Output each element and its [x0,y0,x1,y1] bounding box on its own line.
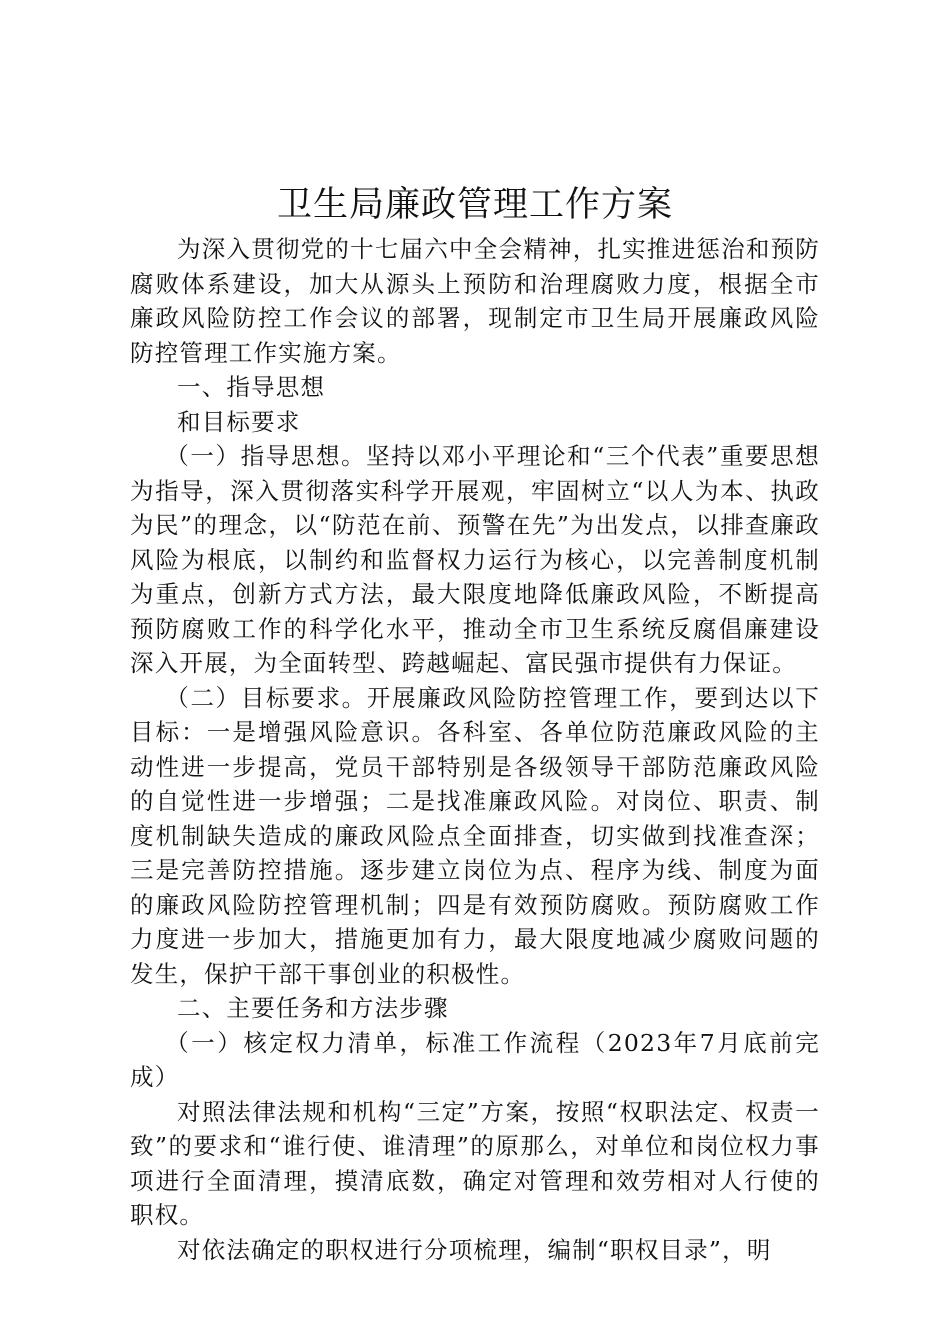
paragraph-intro: 为深入贯彻党的十七届六中全会精神，扎实推进惩治和预防腐败体系建设，加大从源头上预防和治理腐败力度，根据全市廉政风险防控工作会议的部署，现制定市卫生局开展廉政风险防控管理工作实施方案。 [130,235,820,367]
document-title: 卫生局廉政管理工作方案 [276,185,673,225]
document-body [130,232,820,1267]
paragraph-power-catalog: 对依法确定的职权进行分项梳理，编制“职权目录”，明 [177,1235,772,1264]
paragraph-goal-requirements: （二）目标要求。开展廉政风险防控管理工作，要到达以下目标：一是增强风险意识。各科室、各单位防范廉政风险的主动性进一步提高，党员干部特别是各级领导干部防范廉政风险的自觉性进一步增强；二是找准廉政风险。对岗位、职责、制度机制缺失造成的廉政风险点全面排查，切实做到找准查深；三是完善防控措施。逐步建立岗位为点、程序为线、制度为面的廉政风险防控管理机制；四是有效预防腐败。预防腐败工作力度进一步加大，措施更加有力，最大限度地减少腐败问题的发生，保护干部干事创业的积极性。 [130,683,820,988]
subheading-power-list: （一）核定权力清单，标准工作流程（2023年7月底前完成） [130,1028,820,1091]
paragraph-guiding-thought: （一）指导思想。坚持以邓小平理论和“三个代表”重要思想为指导，深入贯彻落实科学开展观，牢固树立“以人为本、执政为民”的理念，以“防范在前、预警在先”为出发点，以排查廉政风险为根底，以制约和监督权力运行为核心，以完善制度机制为重点，创新方式方法，最大限度地降低廉政风险，不断提高预防腐败工作的科学化水平，推动全市卫生系统反腐倡廉建设深入开展，为全面转型、跨越崛起、富民强市提供有力保证。 [130,442,820,677]
heading-goal-requirements: 和目标要求 [177,407,301,436]
heading-guiding-thought: 一、指导思想 [177,373,326,401]
paragraph-power-review: 对照法律法规和机构“三定”方案，按照“权职法定、权责一致”的要求和“谁行使、谁清理”的原那么，对单位和岗位权力事项进行全面清理，摸清底数，确定对管理和效劳相对人行使的职权。 [130,1097,820,1229]
heading-main-tasks: 二、主要任务和方法步骤 [177,994,449,1022]
